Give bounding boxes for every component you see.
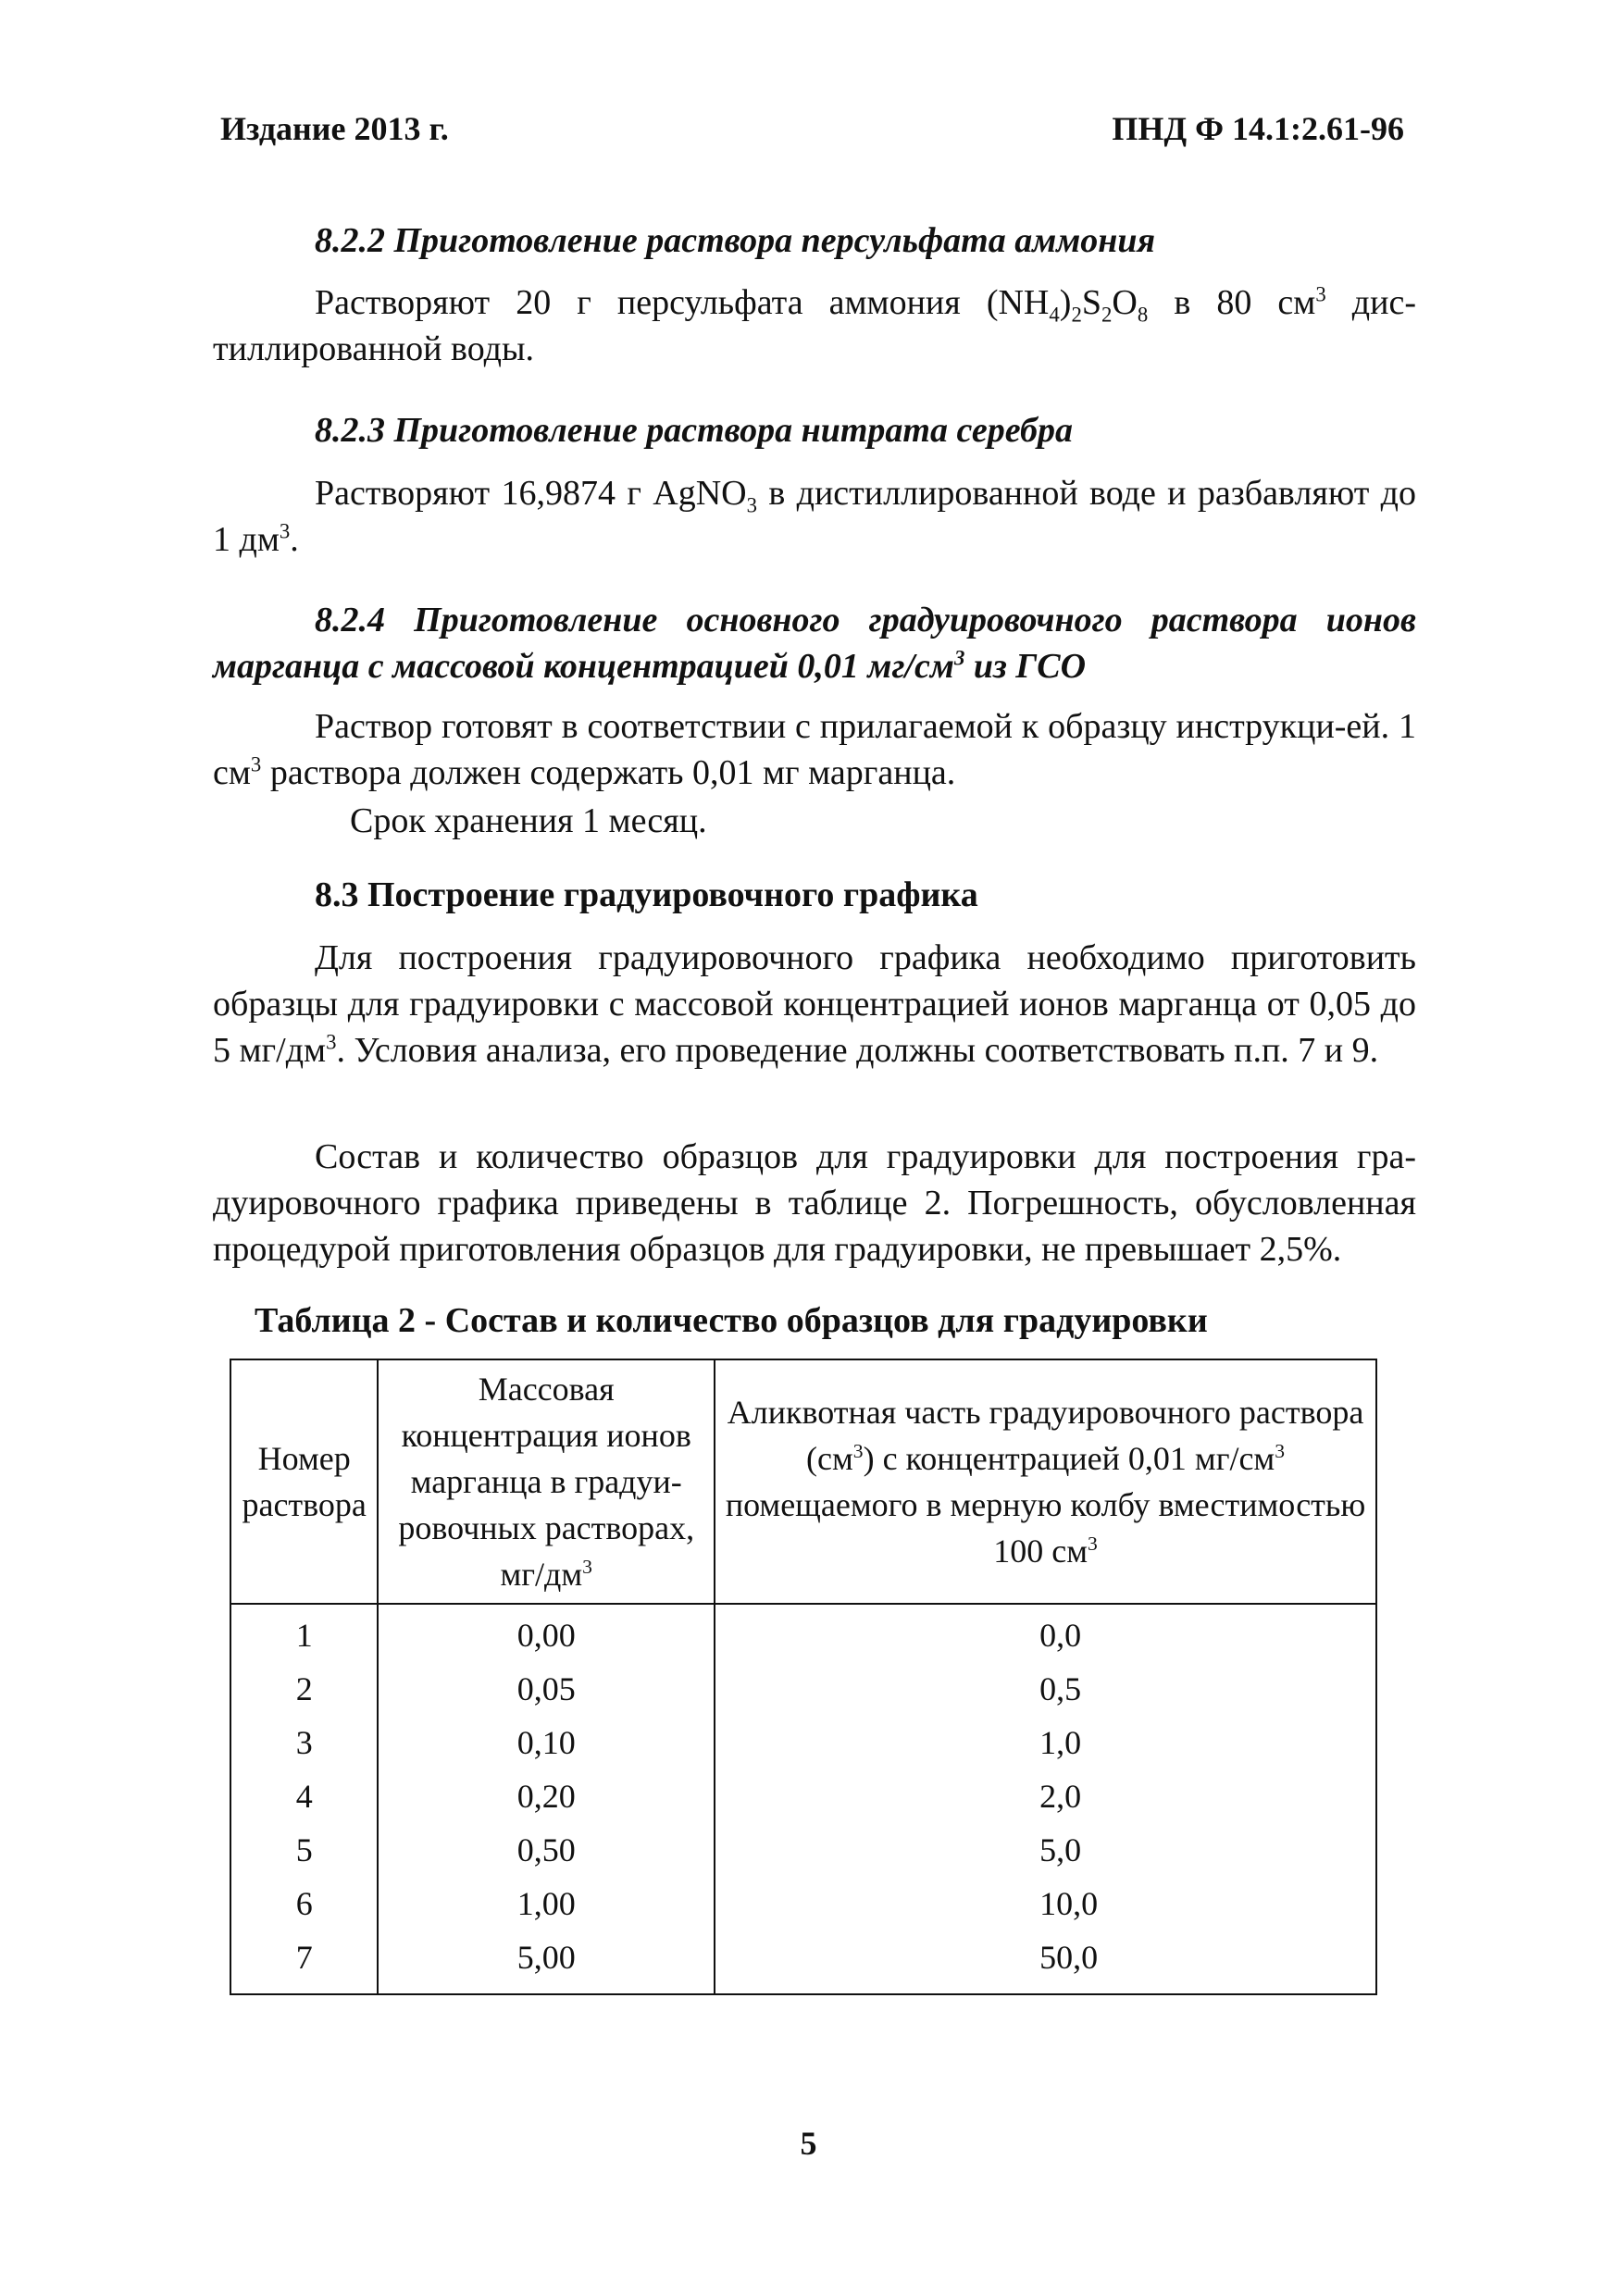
document-code: ПНД Ф 14.1:2.61-96 (1112, 110, 1404, 147)
cell-concentration: 5,00 (378, 1930, 715, 1994)
cell-concentration: 0,10 (378, 1716, 715, 1769)
page-number: 5 (800, 2125, 817, 2162)
cell-concentration: 0,50 (378, 1823, 715, 1877)
table-row (230, 1604, 1376, 1662)
table-body (230, 1604, 1376, 1994)
paragraph-8-3-1: Для построения градуировочного графика необходимо приготовить образцы для градуировки с массовой концентрацией ионов марганца от 0,05 до 5 $мг/дм^3$. Условия анализа, его проведение должны соответствовать п.п. 7 и 9. (213, 938, 1416, 1070)
table-header-row (230, 1359, 1376, 1604)
section-heading-8-2-2: 8.2.2 Приготовление раствора персульфата аммония (315, 221, 1156, 260)
table-row (230, 1716, 1376, 1769)
paragraph-8-3-2: Состав и количество образцов для градуировки для построения гра-дуировочного графика приведены в таблице 2. Погрешность, обусловленная процедурой приготовления образцов для градуировки, не превышает 2,5%. (213, 1137, 1416, 1269)
table-title: Таблица 2 - Состав и количество образцов для градуировки (255, 1301, 1208, 1340)
cell-aliquot: 1,0 (715, 1716, 1376, 1769)
cell-aliquot: 5,0 (715, 1823, 1376, 1877)
calibration-table (230, 1359, 1377, 1995)
cell-aliquot: 2,0 (715, 1769, 1376, 1823)
cell-number: 5 (230, 1823, 378, 1877)
paragraph-8-2-2: Растворяют 20 г персульфата аммония $(NH_4)_2S_2O_8$ в 80 $см^3$ дис-тиллированной воды. (213, 282, 1416, 368)
cell-concentration: 0,00 (378, 1604, 715, 1662)
cell-concentration: 0,20 (378, 1769, 715, 1823)
cell-number: 4 (230, 1769, 378, 1823)
table-row (230, 1930, 1376, 1994)
column-header-number: Номер раствора (230, 1359, 378, 1604)
edition-label: Издание 2013 г. (220, 110, 449, 147)
cell-aliquot: 10,0 (715, 1877, 1376, 1930)
column-header-aliquot: Аликвотная часть градуировочного раствора $(см^3)$ с концентрацией 0,01 $мг/см^3$ помещаемого в мерную колбу вместимостью 100 $см^3$ (715, 1359, 1376, 1604)
section-heading-8-2-3: 8.2.3 Приготовление раствора нитрата серебра (315, 411, 1074, 450)
section-heading-8-2-4: 8.2.4 Приготовление основного градуировочного раствора ионов марганца с массовой концентрацией 0,01 $мг/см^3$ из ГСО (213, 601, 1416, 686)
paragraph-8-2-3: Растворяют 16,9874 г AgNO$_3$ в дистиллированной воде и разбавляют до 1 $дм^3$. (213, 474, 1416, 559)
table-row (230, 1823, 1376, 1877)
cell-number: 6 (230, 1877, 378, 1930)
table-row (230, 1769, 1376, 1823)
cell-number: 7 (230, 1930, 378, 1994)
cell-concentration: 1,00 (378, 1877, 715, 1930)
paragraph-8-2-4: Раствор готовят в соответствии с прилагаемой к образцу инструкци-ей. 1 $см^3$ раствора должен содержать 0,01 мг марганца. (213, 707, 1416, 792)
cell-number: 2 (230, 1662, 378, 1716)
cell-number: 3 (230, 1716, 378, 1769)
column-header-concentration: Массовая концентрация ионов марганца в градуи-ровочных растворах, $мг/дм^3$ (378, 1359, 715, 1604)
table-row (230, 1877, 1376, 1930)
section-heading-8-3: 8.3 Построение градуировочного графика (315, 875, 978, 914)
cell-number: 1 (230, 1604, 378, 1662)
cell-aliquot: 50,0 (715, 1930, 1376, 1994)
storage-note: Срок хранения 1 месяц. (350, 801, 707, 840)
cell-aliquot: 0,5 (715, 1662, 1376, 1716)
cell-aliquot: 0,0 (715, 1604, 1376, 1662)
cell-concentration: 0,05 (378, 1662, 715, 1716)
table-row (230, 1662, 1376, 1716)
